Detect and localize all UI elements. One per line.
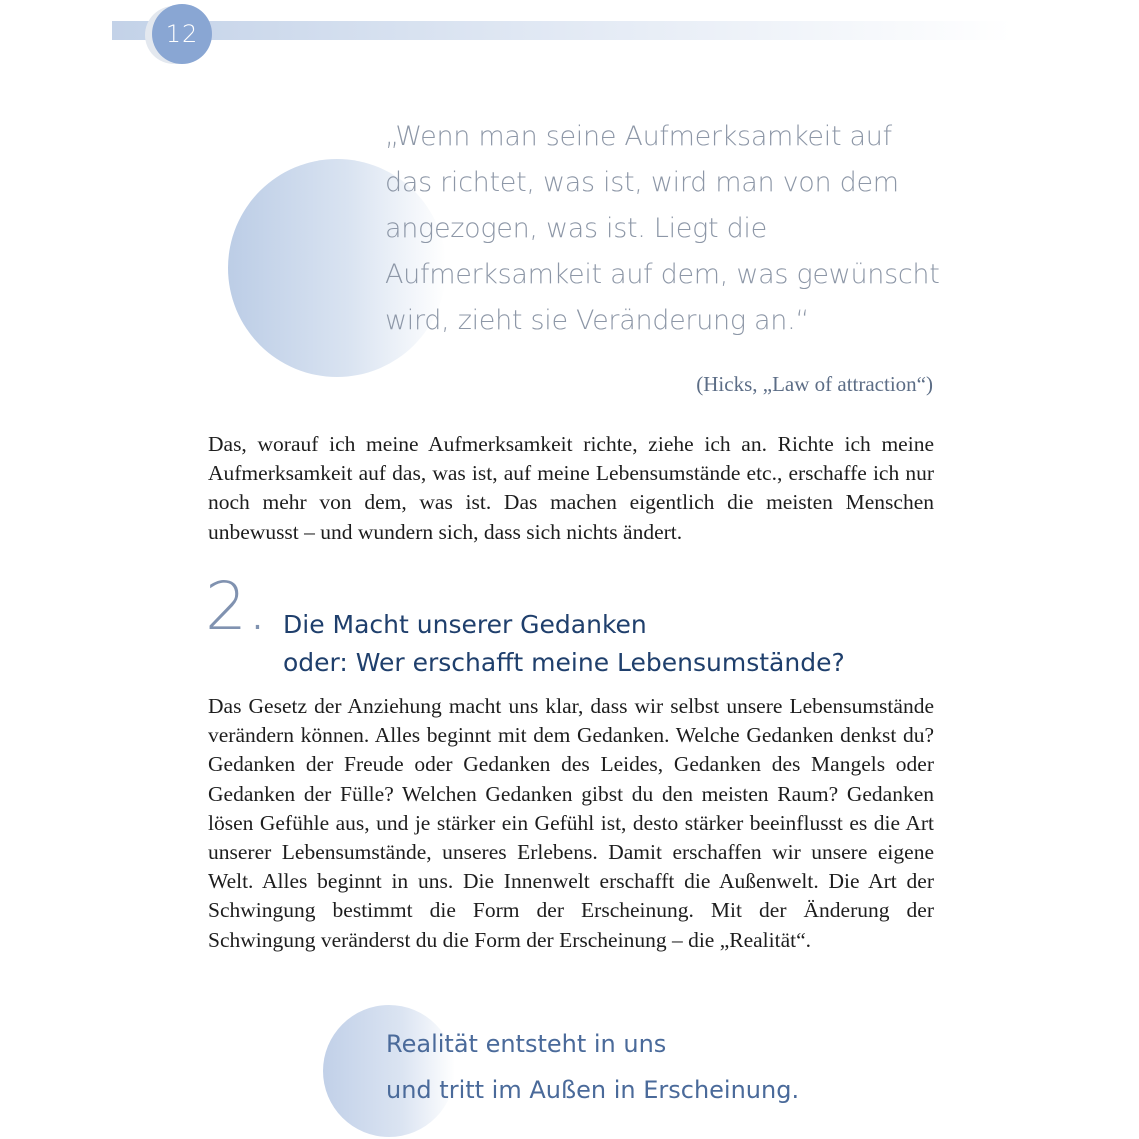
callout-text	[386, 1021, 986, 1113]
header-bar	[112, 21, 1012, 40]
callout-line-2: und tritt im Außen in Erscheinung.	[386, 1076, 800, 1104]
section-title-line-1: Die Macht unserer Gedanken	[283, 610, 647, 639]
body-paragraph-2: Das Gesetz der Anziehung macht uns klar, dass wir selbst unsere Lebensumstände verändern können. Alles beginnt mit dem Gedanken. Welche Gedanken denkst du? Gedanken der Freude oder Gedanken des Leides, Gedanken des Mangels oder Gedanken der Fülle? Welchen Gedanken gibst du den meisten Raum? Gedanken lösen Gefühle aus, und je stärker ein Gefühl ist, desto stärker beeinflusst es die Art unserer Lebensumstände, unseres Erlebens. Damit erschaffen wir unsere eigene Welt. Alles beginnt in uns. Die Innenwelt erschafft die Außenwelt. Die Art der Schwingung bestimmt die Form der Erscheinung. Mit der Änderung der Schwingung veränderst du die Form der Erscheinung – die „Realität“.	[208, 694, 934, 952]
section-title	[283, 606, 923, 682]
section-number: 2.	[205, 568, 268, 645]
section-title-line-2: oder: Wer erschafft meine Lebensumstände?	[283, 648, 845, 677]
quote-source: (Hicks, „Law of attraction“)	[696, 372, 933, 396]
callout-line-1: Realität entsteht in uns	[386, 1030, 667, 1058]
page-number: 12	[152, 4, 212, 64]
quote-text: „Wenn man seine Aufmerksamkeit auf das richtet, was ist, wird man von dem angezogen, was ist. Liegt die Aufmerksamkeit auf dem, was gewünscht wird, zieht sie Veränderung an.“	[385, 121, 940, 336]
body-paragraph-1: Das, worauf ich meine Aufmerksamkeit richte, ziehe ich an. Richte ich meine Aufmerksamkeit auf das, was ist, auf meine Lebensumstände etc., erschaffe ich nur noch mehr von dem, was ist. Das machen eigentlich die meisten Menschen unbewusst – und wundern sich, dass sich nichts ändert.	[208, 432, 934, 544]
